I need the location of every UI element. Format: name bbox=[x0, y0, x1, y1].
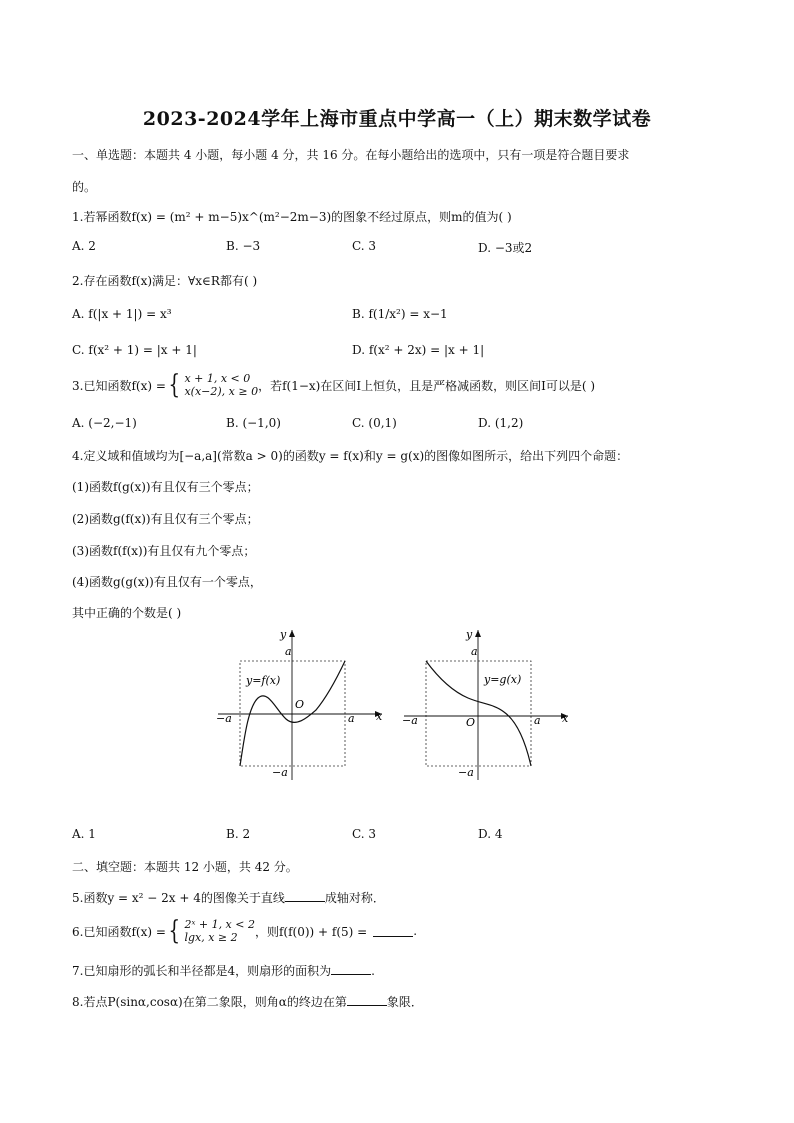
graph-f-origin: O bbox=[295, 698, 305, 711]
section1-header-cont: 的。 bbox=[72, 180, 97, 194]
q5-after: 成轴对称． bbox=[324, 891, 385, 905]
q3-option-d: D. (1,2) bbox=[478, 416, 524, 430]
q4-option-c: C. 3 bbox=[352, 827, 377, 841]
q3-option-c: C. (0,1) bbox=[352, 416, 397, 430]
q1-stem: 1.若幂函数f(x) = (m² + m−5)x^(m²−2m−3)的图象不经过原点，则m的值为( ) bbox=[72, 210, 512, 224]
q2-option-d: D. f(x² + 2x) = |x + 1| bbox=[352, 343, 485, 357]
q8-before: 8.若点P(sinα,cosα)在第二象限，则角α的终边在第 bbox=[72, 995, 347, 1009]
q6-prefix: 6.已知函数f(x) = bbox=[72, 924, 166, 939]
graph-g bbox=[396, 622, 576, 782]
section2-header: 二、填空题：本题共 12 小题，共 42 分。 bbox=[72, 860, 298, 874]
brace-icon: { bbox=[168, 916, 180, 946]
q6-stem bbox=[72, 918, 417, 944]
graph-g-neg-a-left: −a bbox=[402, 714, 418, 727]
graph-g-origin: O bbox=[466, 716, 476, 729]
q3-case1: x + 1, x < 0 bbox=[184, 372, 251, 385]
q6-piecewise bbox=[166, 918, 255, 944]
page-title: 2023-2024学年上海市重点中学高一（上）期末数学试卷 bbox=[142, 108, 652, 130]
arrow-up-icon bbox=[475, 630, 481, 637]
q4-statement-3: (3)函数f(f(x))有且仅有九个零点； bbox=[72, 544, 256, 558]
q8-stem bbox=[72, 993, 423, 1010]
q4-statement-4: (4)函数g(g(x))有且仅有一个零点， bbox=[72, 575, 262, 589]
q6-end: . bbox=[413, 924, 418, 938]
q4-option-d: D. 4 bbox=[478, 827, 503, 841]
q4-option-b: B. 2 bbox=[226, 827, 251, 841]
q4-option-a: A. 1 bbox=[72, 827, 96, 841]
q4-statement-2: (2)函数g(f(x))有且仅有三个零点； bbox=[72, 512, 259, 526]
q4-question: 其中正确的个数是( ) bbox=[72, 606, 182, 620]
q5-before: 5.函数y = x² − 2x + 4的图像关于直线 bbox=[72, 891, 285, 905]
q7-stem bbox=[72, 962, 375, 979]
graph-f-neg-a-left: −a bbox=[216, 712, 232, 725]
graph-g-x-label: x bbox=[562, 712, 569, 725]
q2-option-a: A. f(|x + 1|) = x³ bbox=[72, 307, 172, 321]
q1-option-d: D. −3或2 bbox=[478, 241, 533, 255]
graph-g-curve-label: y=g(x) bbox=[484, 673, 522, 686]
q5-stem bbox=[72, 889, 385, 906]
q4-statement-1: (1)函数f(g(x))有且仅有三个零点； bbox=[72, 480, 259, 494]
q6-case1: 2ˣ + 1, x < 2 bbox=[184, 918, 255, 931]
graph-g-a-right: a bbox=[534, 714, 541, 727]
q1-option-b: B. −3 bbox=[226, 239, 261, 253]
graph-g-neg-a-bottom: −a bbox=[458, 766, 474, 779]
q4-stem: 4.定义域和值域均为[−a,a](常数a > 0)的函数y = f(x)和y = g(x)的图像如图所示，给出下列四个命题： bbox=[72, 449, 629, 463]
brace-icon: { bbox=[168, 370, 180, 400]
q1-option-c: C. 3 bbox=[352, 239, 377, 253]
q3-prefix: 3.已知函数f(x) = bbox=[72, 378, 166, 393]
graph-g-a-top: a bbox=[471, 645, 478, 658]
q8-answer-blank bbox=[347, 994, 387, 1006]
q6-answer-blank bbox=[373, 925, 413, 937]
q6-case2: lgx, x ≥ 2 bbox=[184, 931, 238, 944]
graph-f-y-label: y bbox=[280, 628, 287, 641]
q7-answer-blank bbox=[331, 963, 371, 975]
q1-option-a: A. 2 bbox=[72, 239, 96, 253]
q2-option-c: C. f(x² + 1) = |x + 1| bbox=[72, 343, 197, 357]
arrow-up-icon bbox=[289, 630, 295, 637]
q3-option-b: B. (−1,0) bbox=[226, 416, 281, 430]
q7-before: 7.已知扇形的弧长和半径都是4，则扇形的面积为 bbox=[72, 964, 332, 978]
graph-f-a-right: a bbox=[348, 712, 355, 725]
q8-after: 象限． bbox=[386, 995, 423, 1009]
q3-stem bbox=[72, 372, 595, 398]
q3-case2: x(x−2), x ≥ 0 bbox=[184, 385, 259, 398]
graph-f-a-top: a bbox=[285, 645, 292, 658]
q6-suffix: ，则f(f(0)) + f(5) = bbox=[254, 924, 368, 939]
graph-g-y-label: y bbox=[466, 628, 473, 641]
graph-f-x-label: x bbox=[376, 710, 383, 723]
q3-piecewise bbox=[166, 372, 258, 398]
q7-after: . bbox=[371, 964, 375, 978]
q3-option-a: A. (−2,−1) bbox=[72, 416, 137, 430]
q2-stem: 2.存在函数f(x)满足：∀x∈R都有( ) bbox=[72, 274, 258, 288]
q3-suffix: ，若f(1−x)在区间I上恒负，且是严格减函数，则区间I可以是( ) bbox=[258, 378, 596, 393]
graph-f bbox=[210, 622, 390, 782]
section1-header: 一、单选题：本题共 4 小题，每小题 4 分，共 16 分。在每小题给出的选项中，只有一项是符合题目要求 bbox=[72, 148, 630, 162]
q2-option-b: B. f(1/x²) = x−1 bbox=[352, 307, 448, 321]
graph-f-curve-label: y=f(x) bbox=[246, 674, 281, 687]
q5-answer-blank bbox=[285, 890, 325, 902]
graph-f-neg-a-bottom: −a bbox=[272, 766, 288, 779]
